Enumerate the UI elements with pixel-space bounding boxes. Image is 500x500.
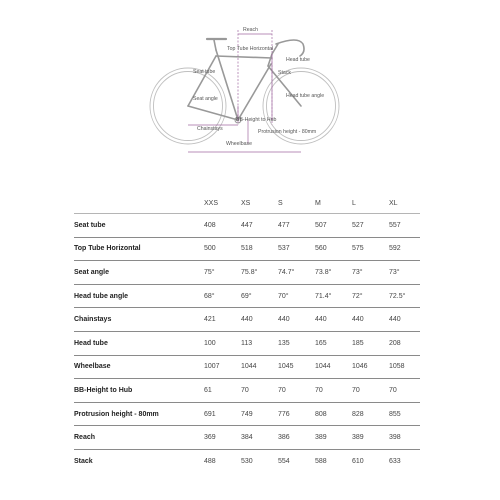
table-body bbox=[74, 214, 420, 474]
row-label: Head tube angle bbox=[74, 284, 204, 308]
table-cell: 135 bbox=[278, 331, 315, 355]
label-chainstays: Chainstays bbox=[197, 126, 223, 132]
table-cell: 440 bbox=[241, 308, 278, 332]
table-cell: 384 bbox=[241, 426, 278, 450]
table-cell: 398 bbox=[389, 426, 420, 450]
table-cell: 1045 bbox=[278, 355, 315, 379]
table-row bbox=[74, 261, 420, 285]
table-cell: 113 bbox=[241, 331, 278, 355]
table-row bbox=[74, 449, 420, 473]
table-cell: 633 bbox=[389, 449, 420, 473]
row-label: Seat angle bbox=[74, 261, 204, 285]
table-cell: 592 bbox=[389, 237, 420, 261]
header-blank bbox=[74, 193, 204, 214]
table-cell: 828 bbox=[352, 402, 389, 426]
table-cell: 527 bbox=[352, 214, 389, 238]
label-seat-tube: Seat tube bbox=[193, 69, 216, 75]
table-row bbox=[74, 402, 420, 426]
table-cell: 530 bbox=[241, 449, 278, 473]
table-cell: 165 bbox=[315, 331, 352, 355]
row-label: Stack bbox=[74, 449, 204, 473]
size-header: XS bbox=[241, 199, 251, 207]
size-header: XXS bbox=[204, 199, 219, 207]
row-label: Protrusion height - 80mm bbox=[74, 402, 204, 426]
table-cell: 75° bbox=[204, 261, 241, 285]
table-cell: 1044 bbox=[315, 355, 352, 379]
row-label: Chainstays bbox=[74, 308, 204, 332]
table-cell: 70° bbox=[278, 284, 315, 308]
table-cell: 1046 bbox=[352, 355, 389, 379]
row-label: BB-Height to Hub bbox=[74, 379, 204, 403]
handlebar bbox=[276, 40, 304, 56]
table-cell: 1058 bbox=[389, 355, 420, 379]
label-top-tube: Top Tube Horizontal bbox=[227, 46, 274, 52]
table-cell: 808 bbox=[315, 402, 352, 426]
label-wheelbase: Wheelbase bbox=[226, 141, 252, 147]
table-cell: 71.4° bbox=[315, 284, 352, 308]
bike-geometry-diagram bbox=[0, 0, 500, 160]
table-cell: 389 bbox=[315, 426, 352, 450]
table-cell: 440 bbox=[352, 308, 389, 332]
table-row bbox=[74, 379, 420, 403]
size-header: L bbox=[352, 199, 356, 207]
table-cell: 500 bbox=[204, 237, 241, 261]
size-header: S bbox=[278, 199, 283, 207]
table-cell: 1044 bbox=[241, 355, 278, 379]
row-label: Wheelbase bbox=[74, 355, 204, 379]
table-cell: 70 bbox=[352, 379, 389, 403]
table-cell: 74.7° bbox=[278, 261, 315, 285]
table-cell: 440 bbox=[389, 308, 420, 332]
table-cell: 73.8° bbox=[315, 261, 352, 285]
table-cell: 75.8° bbox=[241, 261, 278, 285]
table-row bbox=[74, 426, 420, 450]
table-cell: 69° bbox=[241, 284, 278, 308]
label-stack: Stack bbox=[278, 70, 291, 76]
bike-diagram-svg bbox=[0, 0, 500, 160]
row-label: Head tube bbox=[74, 331, 204, 355]
table-cell: 389 bbox=[352, 426, 389, 450]
table-header bbox=[74, 193, 420, 214]
table-cell: 70 bbox=[315, 379, 352, 403]
table-cell: 70 bbox=[389, 379, 420, 403]
table-cell: 440 bbox=[278, 308, 315, 332]
table-cell: 776 bbox=[278, 402, 315, 426]
label-head-tube-angle: Head tube angle bbox=[286, 93, 325, 99]
label-bb-height: BB-Height to Hub bbox=[236, 117, 277, 123]
table-cell: 855 bbox=[389, 402, 420, 426]
table-cell: 408 bbox=[204, 214, 241, 238]
table-cell: 73° bbox=[389, 261, 420, 285]
size-header: XL bbox=[389, 199, 398, 207]
table-cell: 421 bbox=[204, 308, 241, 332]
table-row bbox=[74, 331, 420, 355]
row-label: Top Tube Horizontal bbox=[74, 237, 204, 261]
table-cell: 610 bbox=[352, 449, 389, 473]
top-tube bbox=[216, 56, 272, 58]
seatpost bbox=[214, 40, 216, 50]
table-cell: 70 bbox=[278, 379, 315, 403]
table-cell: 749 bbox=[241, 402, 278, 426]
table-cell: 575 bbox=[352, 237, 389, 261]
table-cell: 447 bbox=[241, 214, 278, 238]
row-label: Reach bbox=[74, 426, 204, 450]
table-row bbox=[74, 214, 420, 238]
table-cell: 507 bbox=[315, 214, 352, 238]
table-cell: 537 bbox=[278, 237, 315, 261]
table-cell: 488 bbox=[204, 449, 241, 473]
table-cell: 518 bbox=[241, 237, 278, 261]
table-cell: 208 bbox=[389, 331, 420, 355]
size-header-row bbox=[74, 193, 420, 214]
table-cell: 554 bbox=[278, 449, 315, 473]
table-row bbox=[74, 308, 420, 332]
table-cell: 588 bbox=[315, 449, 352, 473]
table-cell: 691 bbox=[204, 402, 241, 426]
table-cell: 369 bbox=[204, 426, 241, 450]
table-cell: 560 bbox=[315, 237, 352, 261]
geometry-table bbox=[74, 193, 420, 473]
table-row bbox=[74, 355, 420, 379]
table-cell: 557 bbox=[389, 214, 420, 238]
table-row bbox=[74, 284, 420, 308]
chainstay-tube bbox=[188, 106, 238, 120]
table-cell: 72° bbox=[352, 284, 389, 308]
table-cell: 70 bbox=[241, 379, 278, 403]
table-row bbox=[74, 237, 420, 261]
table-cell: 100 bbox=[204, 331, 241, 355]
table-cell: 61 bbox=[204, 379, 241, 403]
label-seat-angle: Seat angle bbox=[193, 96, 218, 102]
label-protrusion: Protrusion height - 80mm bbox=[258, 129, 317, 135]
table-cell: 386 bbox=[278, 426, 315, 450]
label-head-tube: Head tube bbox=[286, 57, 310, 63]
table-cell: 72.5° bbox=[389, 284, 420, 308]
table-cell: 73° bbox=[352, 261, 389, 285]
row-label: Seat tube bbox=[74, 214, 204, 238]
table-cell: 440 bbox=[315, 308, 352, 332]
size-header: M bbox=[315, 199, 321, 207]
table-cell: 185 bbox=[352, 331, 389, 355]
table-cell: 68° bbox=[204, 284, 241, 308]
label-reach: Reach bbox=[243, 27, 258, 33]
table-cell: 1007 bbox=[204, 355, 241, 379]
table-cell: 477 bbox=[278, 214, 315, 238]
